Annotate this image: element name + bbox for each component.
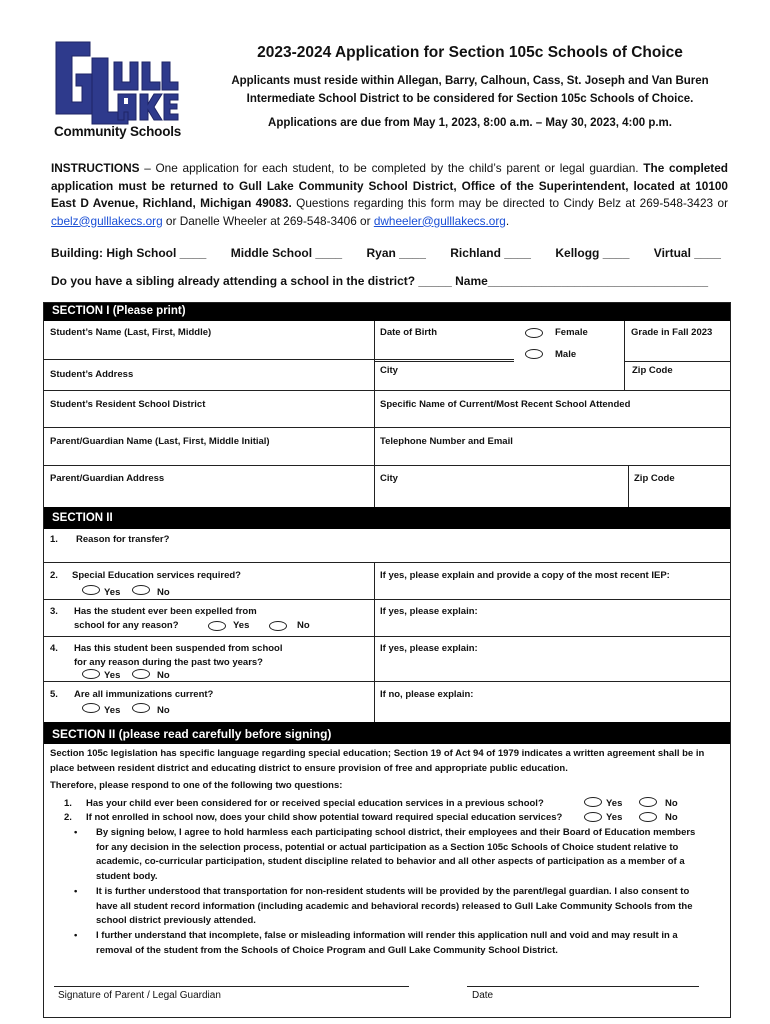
sped-q2-no-radio[interactable]: [639, 812, 657, 822]
building-high-school[interactable]: Building: High School ____: [51, 246, 207, 260]
q1-number: 1.: [50, 534, 58, 545]
gull-lake-logo: [52, 38, 180, 138]
q4-number: 4.: [50, 643, 58, 654]
recent-school-field[interactable]: Specific Name of Current/Most Recent School Attended: [380, 399, 631, 410]
building-kellogg[interactable]: Kellogg ____: [555, 246, 630, 260]
signature-label: Signature of Parent / Legal Guardian: [58, 990, 221, 1001]
transportation-line-1: It is further understood that transportation for non-resident students will be provided by the parent/legal guardian. I also consent to: [96, 886, 690, 897]
special-ed-question: Special Education services required?: [72, 570, 241, 581]
no-label: No: [665, 798, 678, 809]
transportation-paragraph: [96, 885, 726, 929]
yes-label: Yes: [104, 587, 121, 598]
expelled-yes-radio[interactable]: [208, 621, 226, 631]
q3-number: 3.: [50, 606, 58, 617]
legislation-paragraph: [50, 747, 730, 776]
row-divider: [44, 359, 514, 360]
resident-district-field[interactable]: Student’s Resident School District: [50, 399, 206, 410]
hold-harmless-line-3: academic, co-curricular participation, student discipline related to behavior and all other aspects of participation as a member of a: [96, 856, 685, 868]
row-divider: [374, 361, 514, 362]
date-label: Date: [472, 990, 494, 1001]
transportation-line-3: school district previously attended.: [96, 915, 256, 927]
application-form: [43, 302, 731, 1018]
row-divider: [44, 562, 730, 563]
no-label: No: [157, 587, 170, 598]
due-dates: Applications are due from May 1, 2023, 8:00 a.m. – May 30, 2023, 4:00 p.m.: [268, 117, 672, 129]
suspended-explain-field[interactable]: If yes, please explain:: [380, 643, 478, 654]
no-label: No: [665, 812, 678, 823]
reason-for-transfer-field[interactable]: Reason for transfer?: [76, 534, 170, 545]
instructions-return-address: The completed application must be returned to Gull Lake Community School District, Office of the Superintendent, located at 10100 East D Avenue, Richland, Michigan 49083.: [51, 161, 728, 210]
row-divider: [44, 681, 730, 682]
instructions-intro: – One application for each student, to be completed by the child’s parent or legal guardian.: [139, 161, 644, 175]
column-divider: [374, 321, 375, 507]
eligibility-note: [200, 73, 740, 108]
immunizations-no-radio[interactable]: [132, 703, 150, 713]
expelled-question-line-1: Has the student ever been expelled from: [74, 606, 257, 617]
hold-harmless-line-2: for any decision in the selection process, potential or actual participation as a Section 105c Schools of Choice student relative to: [96, 841, 679, 853]
sped-q1-no-radio[interactable]: [639, 797, 657, 807]
hold-harmless-line-4: student body.: [96, 870, 158, 882]
suspended-question-line-2: for any reason during the past two years?: [74, 657, 263, 668]
email-link-dwheeler[interactable]: dwheeler@gulllakecs.org: [373, 213, 506, 228]
student-zip-field[interactable]: Zip Code: [632, 365, 673, 376]
eligibility-line-2: Intermediate School District to be considered for Section 105c Schools of Choice.: [246, 92, 694, 105]
sped-q1-text: Has your child ever been considered for or received special education services in a previous school?: [86, 798, 544, 809]
logo-subtitle: Community Schools: [54, 124, 182, 139]
instructions-questions: Questions regarding this form may be directed to Cindy Belz at 269-548-3423 or: [291, 196, 729, 210]
column-divider: [374, 562, 375, 722]
sped-q2-yes-radio[interactable]: [584, 812, 602, 822]
row-divider: [44, 636, 730, 637]
column-divider: [628, 465, 629, 507]
row-divider: [44, 427, 730, 428]
legislation-line-1: Section 105c legislation has specific language regarding special education; Section 19 of Act 94 of 1979 indicates a written agreement shall be in: [50, 748, 705, 759]
row-divider: [44, 599, 730, 600]
parent-name-field[interactable]: Parent/Guardian Name (Last, First, Middle Initial): [50, 436, 270, 447]
bullet: •: [74, 827, 78, 838]
sibling-question[interactable]: Do you have a sibling already attending a school in the district? _____ Name_________________________________: [51, 274, 709, 288]
female-radio[interactable]: [525, 328, 543, 338]
eligibility-line-1: Applicants must reside within Allegan, Barry, Calhoun, Cass, St. Joseph and Van Buren: [231, 75, 709, 87]
sped-q1-yes-radio[interactable]: [584, 797, 602, 807]
instructions: [51, 160, 728, 230]
row-divider: [44, 390, 730, 391]
parent-city-field[interactable]: City: [380, 473, 398, 484]
grade-field[interactable]: Grade in Fall 2023: [631, 327, 713, 338]
yes-label: Yes: [104, 705, 121, 716]
yes-label: Yes: [606, 812, 623, 823]
special-ed-explain-field[interactable]: If yes, please explain and provide a copy of the most recent IEP:: [380, 570, 670, 581]
immunizations-yes-radio[interactable]: [82, 703, 100, 713]
building-middle-school[interactable]: Middle School ____: [230, 246, 343, 260]
building-ryan[interactable]: Ryan ____: [366, 246, 426, 260]
parent-zip-field[interactable]: Zip Code: [634, 473, 675, 484]
column-divider: [624, 321, 625, 390]
no-label: No: [157, 670, 170, 681]
false-info-line-2: removal of the student from the Schools of Choice Program and Gull Lake Community School District.: [96, 944, 558, 956]
transportation-line-2: have all student record information (including academic and behavioral records) released to Gull Lake Community Schools from the: [96, 900, 693, 912]
student-address-field[interactable]: Student’s Address: [50, 369, 134, 380]
yes-label: Yes: [104, 670, 121, 681]
instructions-questions-2: or Danelle Wheeler at 269-548-3406 or: [162, 213, 374, 228]
bullet: •: [74, 930, 78, 941]
q5-number: 5.: [50, 689, 58, 700]
email-link-cbelz[interactable]: cbelz@gulllakecs.org: [51, 213, 163, 228]
yes-label: Yes: [606, 798, 623, 809]
false-info-line-1: I further understand that incomplete, false or misleading information will render this application null and void and may result in a: [96, 930, 678, 941]
sped-q2-number: 2.: [64, 812, 72, 823]
expelled-question-line-2: school for any reason?: [74, 620, 179, 631]
building-virtual[interactable]: Virtual ____: [653, 246, 721, 260]
section-1-header: SECTION I (Please print): [44, 303, 730, 321]
hold-harmless-line-1: By signing below, I agree to hold harmless each participating school district, their employees and their Board of Education members: [96, 827, 696, 838]
building-richland[interactable]: Richland ____: [450, 246, 531, 260]
expelled-explain-field[interactable]: If yes, please explain:: [380, 606, 478, 617]
expelled-no-radio[interactable]: [269, 621, 287, 631]
bullet: •: [74, 886, 78, 897]
female-label: Female: [555, 327, 588, 338]
false-information-paragraph: [96, 929, 726, 958]
yes-label: Yes: [233, 620, 250, 631]
suspended-question-line-1: Has this student been suspended from school: [74, 643, 283, 654]
student-name-field[interactable]: Student’s Name (Last, First, Middle): [50, 327, 212, 338]
hold-harmless-paragraph: [96, 826, 726, 884]
signature-line[interactable]: [54, 986, 409, 987]
male-radio[interactable]: [525, 349, 543, 359]
form-title: 2023-2024 Application for Section 105c Schools of Choice: [257, 44, 683, 61]
building-selection: [51, 246, 721, 260]
no-label: No: [297, 620, 310, 631]
student-city-field[interactable]: City: [380, 365, 398, 376]
row-divider: [624, 361, 730, 362]
male-label: Male: [555, 349, 577, 360]
suspended-yes-radio[interactable]: [82, 669, 100, 679]
instructions-label: INSTRUCTIONS: [51, 161, 140, 175]
q2-number: 2.: [50, 570, 58, 581]
sped-q2-text: If not enrolled in school now, does your child show potential toward required special education services?: [86, 812, 563, 823]
date-line[interactable]: [467, 986, 699, 987]
special-ed-yes-radio[interactable]: [82, 585, 100, 595]
parent-address-field[interactable]: Parent/Guardian Address: [50, 473, 165, 484]
immunizations-explain-field[interactable]: If no, please explain:: [380, 689, 474, 700]
section-2-header: SECTION II: [44, 507, 730, 529]
section-3-header: SECTION II (please read carefully before signing): [44, 722, 730, 744]
immunizations-question: Are all immunizations current?: [74, 689, 214, 700]
sped-q1-number: 1.: [64, 798, 72, 809]
special-ed-no-radio[interactable]: [132, 585, 150, 595]
instructions-end: .: [505, 213, 510, 228]
phone-email-field[interactable]: Telephone Number and Email: [380, 436, 513, 447]
date-of-birth-field[interactable]: Date of Birth: [380, 327, 437, 338]
suspended-no-radio[interactable]: [132, 669, 150, 679]
no-label: No: [157, 705, 170, 716]
respond-instruction: Therefore, please respond to one of the following two questions:: [50, 780, 343, 791]
legislation-line-2: place between resident district and educating district to ensure provision of free and appropriate public education.: [50, 762, 568, 774]
